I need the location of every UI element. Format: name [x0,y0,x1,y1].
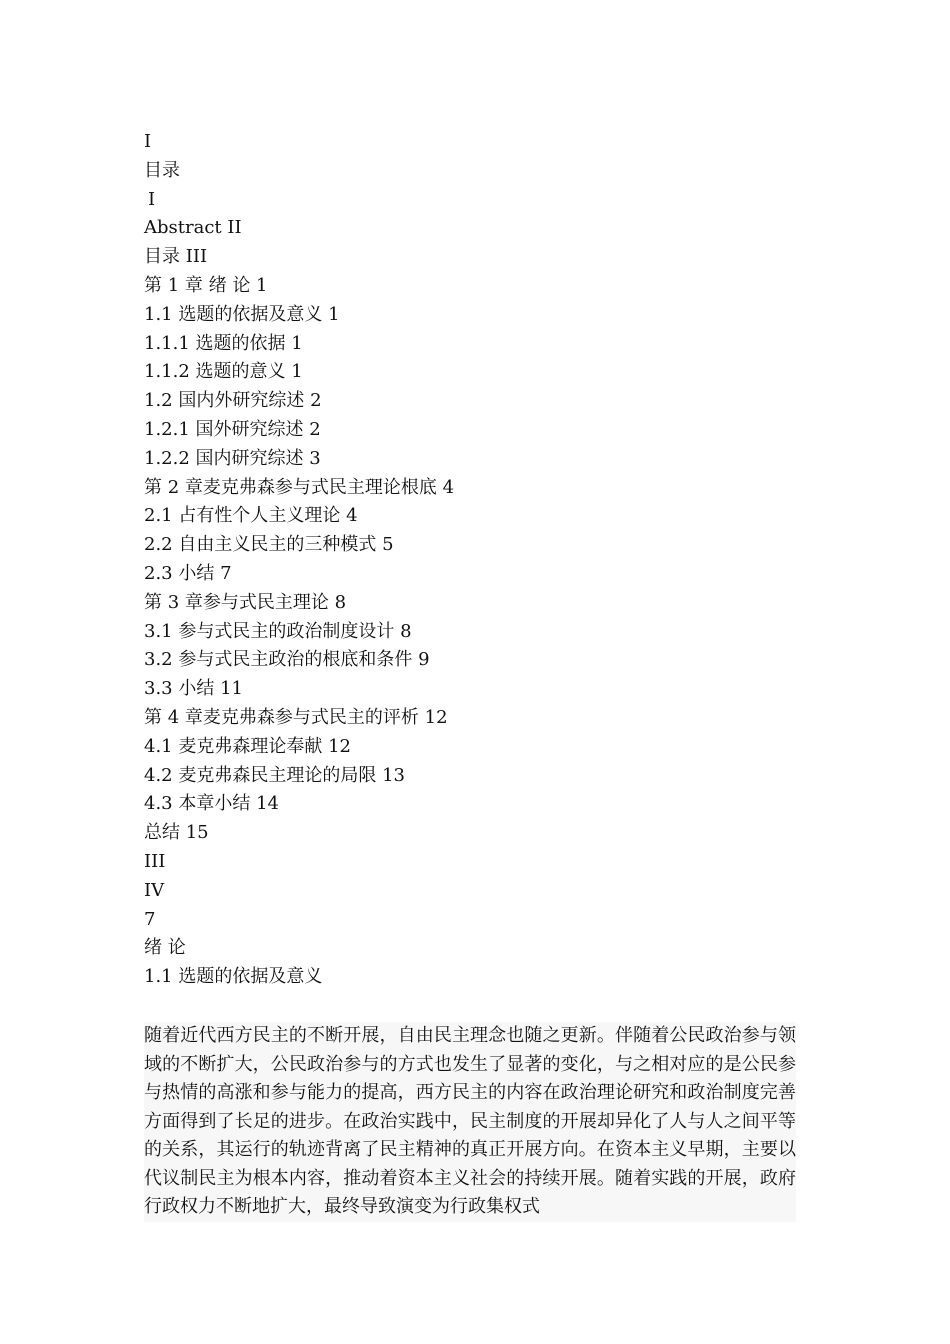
page-number-7: 7 [144,908,156,930]
toc-entry-1-1-1: 1.1.1 选题的依据 1 [144,332,303,354]
toc-entry-3-3: 3.3 小结 11 [144,678,243,700]
body-paragraph: 随着近代西方民主的不断开展，自由民主理念也随之更新。伴随着公民政治参与领域的不断扩大，公民政治参与的方式也发生了显著的变化，与之相对应的是公民参与热情的高涨和参与能力的提高，西方民主的内容在政治理论研究和政治制度完善方面得到了长足的进步。在政治实践中，民主制度的开展却异化了人与人之间平等的关系，其运行的轨迹背离了民主精神的真正开展方向。在资本主义早期，主要以代议制民主为根本内容，推动着资本主义社会的持续开展。随着实践的开展，政府行政权力不断地扩大，最终导致演变为行政集权式 [144,1022,796,1222]
toc-entry-4-1: 4.1 麦克弗森理论奉献 12 [144,735,351,757]
toc-entry-4-3: 4.3 本章小结 14 [144,793,279,815]
toc-heading: 目录 [144,159,180,181]
toc-entry-chapter-2: 第 2 章麦克弗森参与式民主理论根底 4 [144,476,455,498]
toc-entry-2-1: 2.1 占有性个人主义理论 4 [144,505,358,527]
toc-entry-2-2: 2.2 自由主义民主的三种模式 5 [144,534,394,556]
toc-entry-chapter-3: 第 3 章参与式民主理论 8 [144,591,347,613]
page-number-roman-i-2: I [148,188,156,210]
document-page [144,128,804,1222]
toc-entry-chapter-1: 第 1 章 绪 论 1 [144,274,268,296]
toc-entry-abstract: Abstract II [144,217,242,239]
section-heading: 1.1 选题的依据及意义 [144,966,323,988]
toc-entry-2-3: 2.3 小结 7 [144,562,232,584]
paragraph-spacer [144,992,804,1022]
page-number-roman-iii: III [144,850,166,872]
toc-entry-summary: 总结 15 [144,822,209,844]
toc-entry-1-1-2: 1.1.2 选题的意义 1 [144,361,303,383]
chapter-heading: 绪 论 [144,937,186,959]
toc-entry-3-2: 3.2 参与式民主政治的根底和条件 9 [144,649,430,671]
toc-entry-1-2-1: 1.2.1 国外研究综述 2 [144,418,321,440]
toc-entry-1-2-2: 1.2.2 国内研究综述 3 [144,447,321,469]
toc-entry-1-1: 1.1 选题的依据及意义 1 [144,303,340,325]
toc-entry-3-1: 3.1 参与式民主的政治制度设计 8 [144,620,412,642]
page-number-roman-iv: IV [144,879,165,901]
toc-entry-chapter-4: 第 4 章麦克弗森参与式民主的评析 12 [144,706,448,728]
toc-entry-4-2: 4.2 麦克弗森民主理论的局限 13 [144,764,405,786]
toc-entry-1-2: 1.2 国内外研究综述 2 [144,390,322,412]
toc-entry-contents: 目录 III [144,246,208,268]
page-number-roman-i: I [144,131,152,152]
